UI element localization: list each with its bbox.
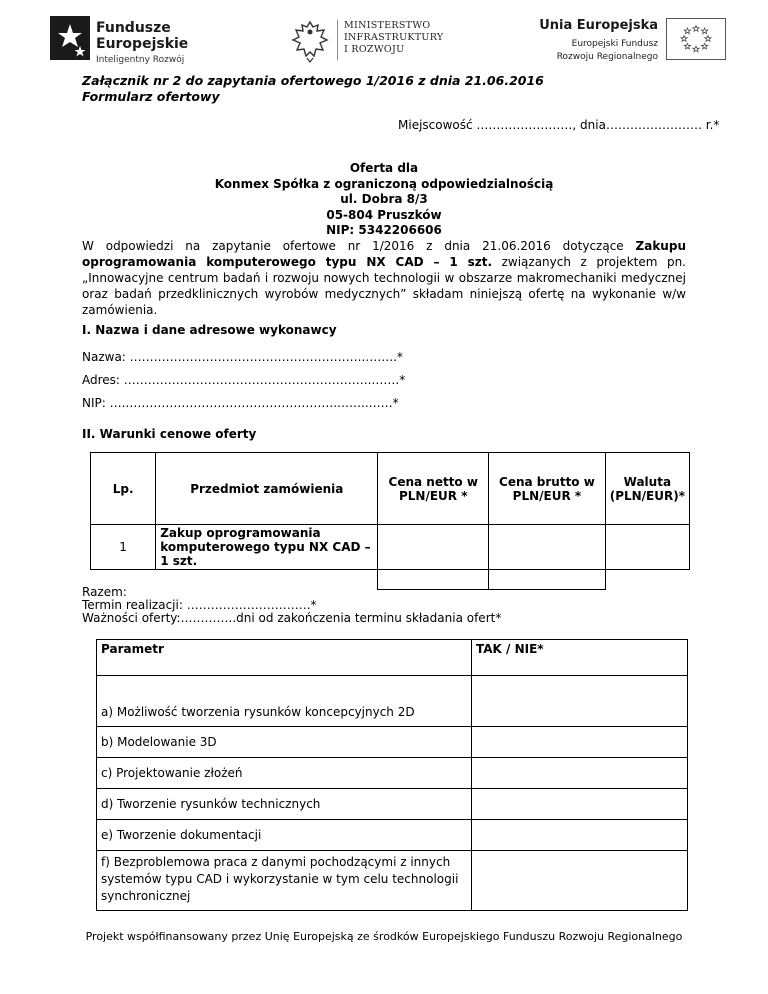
row-net-price-input[interactable] bbox=[378, 525, 489, 570]
param-label: d) Tworzenie rysunków technicznych bbox=[97, 789, 472, 820]
params-header-row bbox=[97, 640, 688, 676]
param-answer-input[interactable] bbox=[472, 758, 688, 789]
price-table-header-row bbox=[91, 453, 690, 525]
place-date-line: Miejscowość ……………………, dnia…………………… r.* bbox=[398, 118, 720, 132]
param-answer-input[interactable] bbox=[472, 851, 688, 911]
total-net-input[interactable] bbox=[378, 570, 489, 590]
header-net-price: Cena netto w PLN/EUR * bbox=[378, 453, 489, 525]
price-table-total-row bbox=[91, 570, 690, 590]
param-row bbox=[97, 820, 688, 851]
attachment-line: Załącznik nr 2 do zapytania ofertowego 1/2016 z dnia 21.06.2016 bbox=[82, 73, 544, 88]
param-answer-input[interactable] bbox=[472, 698, 688, 727]
contractor-nip-field[interactable]: NIP: ….……………………………………………..……..……* bbox=[82, 396, 399, 410]
logo-ministry bbox=[290, 18, 470, 66]
header-item: Przedmiot zamówienia bbox=[156, 453, 378, 525]
param-label: f) Bezproblemowa praca z danymi pochodzącymi z innych systemów typu CAD i wykorzystanie w tym celu technologii synchronicznej bbox=[97, 851, 472, 911]
param-answer-input[interactable] bbox=[472, 820, 688, 851]
eu-flag-icon bbox=[666, 18, 726, 60]
fundusze-star-icon bbox=[50, 16, 90, 60]
eagle-emblem-icon bbox=[290, 18, 330, 64]
eu-subtitle-line1: Europejski Fundusz bbox=[571, 39, 658, 49]
logo-unia-europejska bbox=[538, 16, 728, 68]
section-2-heading: II. Warunki cenowe oferty bbox=[82, 427, 257, 441]
total-empty-cell bbox=[605, 570, 689, 590]
header-currency: Waluta (PLN/EUR)* bbox=[605, 453, 689, 525]
company-nip: NIP: 5342206606 bbox=[326, 223, 442, 237]
total-label-cell bbox=[91, 570, 378, 590]
header-lp: Lp. bbox=[91, 453, 156, 525]
footer-text: Projekt współfinansowany przez Unię Europejską ze środków Europejskiego Funduszu Rozwoju Regionalnego bbox=[85, 930, 683, 943]
param-row bbox=[97, 698, 688, 727]
logo-fundusze-europejskie bbox=[50, 14, 220, 66]
param-label: c) Projektowanie złożeń bbox=[97, 758, 472, 789]
company-street: ul. Dobra 8/3 bbox=[340, 192, 428, 206]
intro-text-a: W odpowiedzi na zapytanie ofertowe nr 1/2016 z dnia 21.06.2016 dotyczące bbox=[82, 239, 636, 253]
param-label: b) Modelowanie 3D bbox=[97, 727, 472, 758]
param-answer-input[interactable] bbox=[472, 789, 688, 820]
company-city: 05-804 Pruszków bbox=[326, 207, 442, 222]
row-item: Zakup oprogramowania komputerowego typu NX CAD – 1 szt. bbox=[156, 525, 378, 570]
ministry-separator bbox=[337, 20, 338, 60]
eu-subtitle bbox=[538, 38, 658, 64]
param-row bbox=[97, 758, 688, 789]
parameters-table bbox=[96, 639, 688, 911]
ministry-line1: MINISTERSTWO bbox=[344, 20, 431, 31]
ministry-line3: I ROZWOJU bbox=[344, 44, 405, 55]
offer-validity-field[interactable]: Ważności oferty:…………..dni od zakończenia terminu składania ofert* bbox=[82, 611, 502, 625]
contractor-address-field[interactable]: Adres: ……………………………………………………..…….* bbox=[82, 373, 406, 387]
contractor-name-field[interactable]: Nazwa: …………………………………………………..……..* bbox=[82, 350, 403, 364]
logo-fe-line1: Fundusze bbox=[96, 20, 171, 36]
row-gross-price-input[interactable] bbox=[489, 525, 606, 570]
header-yes-no: TAK / NIE* bbox=[472, 640, 688, 676]
row-lp: 1 bbox=[91, 525, 156, 570]
form-title: Formularz ofertowy bbox=[82, 89, 220, 104]
company-name: Konmex Spółka z ograniczoną odpowiedzialnością bbox=[214, 176, 554, 191]
price-table bbox=[90, 452, 690, 590]
param-label: e) Tworzenie dokumentacji bbox=[97, 820, 472, 851]
param-row bbox=[97, 727, 688, 758]
total-gross-input[interactable] bbox=[489, 570, 606, 590]
logo-fe-line2: Europejskie bbox=[96, 36, 189, 52]
row-currency-input[interactable] bbox=[605, 525, 689, 570]
params-spacer-row bbox=[97, 676, 688, 698]
recipient-block bbox=[82, 161, 686, 239]
param-label: a) Możliwość tworzenia rysunków koncepcyjnych 2D bbox=[97, 698, 472, 727]
intro-text-b: związanych z projektem pn. „Innowacyjne centrum badań i rozwoju nowych technologii w obszarze makromechaniki medycznej oraz badań przedklinicznych wyrobów medycznych” składam niniejszą ofertę na wykonanie w/w zamówienia. bbox=[82, 255, 686, 317]
section-1-heading: I. Nazwa i dane adresowe wykonawcy bbox=[82, 323, 337, 337]
intro-paragraph bbox=[82, 238, 686, 318]
header-gross-price: Cena brutto w PLN/EUR * bbox=[489, 453, 606, 525]
offer-for: Oferta dla bbox=[349, 161, 419, 175]
realization-term-field[interactable]: Termin realizacji: ………………………….* bbox=[82, 598, 317, 612]
logo-fe-line3: Inteligentny Rozwój bbox=[96, 55, 185, 65]
eu-subtitle-line2: Rozwoju Regionalnego bbox=[556, 52, 658, 62]
eu-title: Unia Europejska bbox=[539, 18, 658, 33]
header-parameter: Parametr bbox=[97, 640, 472, 676]
param-row bbox=[97, 851, 688, 911]
total-label: Razem: bbox=[82, 585, 127, 599]
ministry-line2: INFRASTRUKTURY bbox=[344, 32, 444, 43]
price-table-row bbox=[91, 525, 690, 570]
params-spacer-left bbox=[97, 676, 472, 698]
param-answer-input[interactable] bbox=[472, 727, 688, 758]
param-row bbox=[97, 789, 688, 820]
ministry-text bbox=[344, 20, 443, 56]
params-spacer-right bbox=[472, 676, 688, 698]
intro-text-bold: Zakupu oprogramowania komputerowego typu NX CAD – 1 szt. bbox=[82, 239, 686, 269]
